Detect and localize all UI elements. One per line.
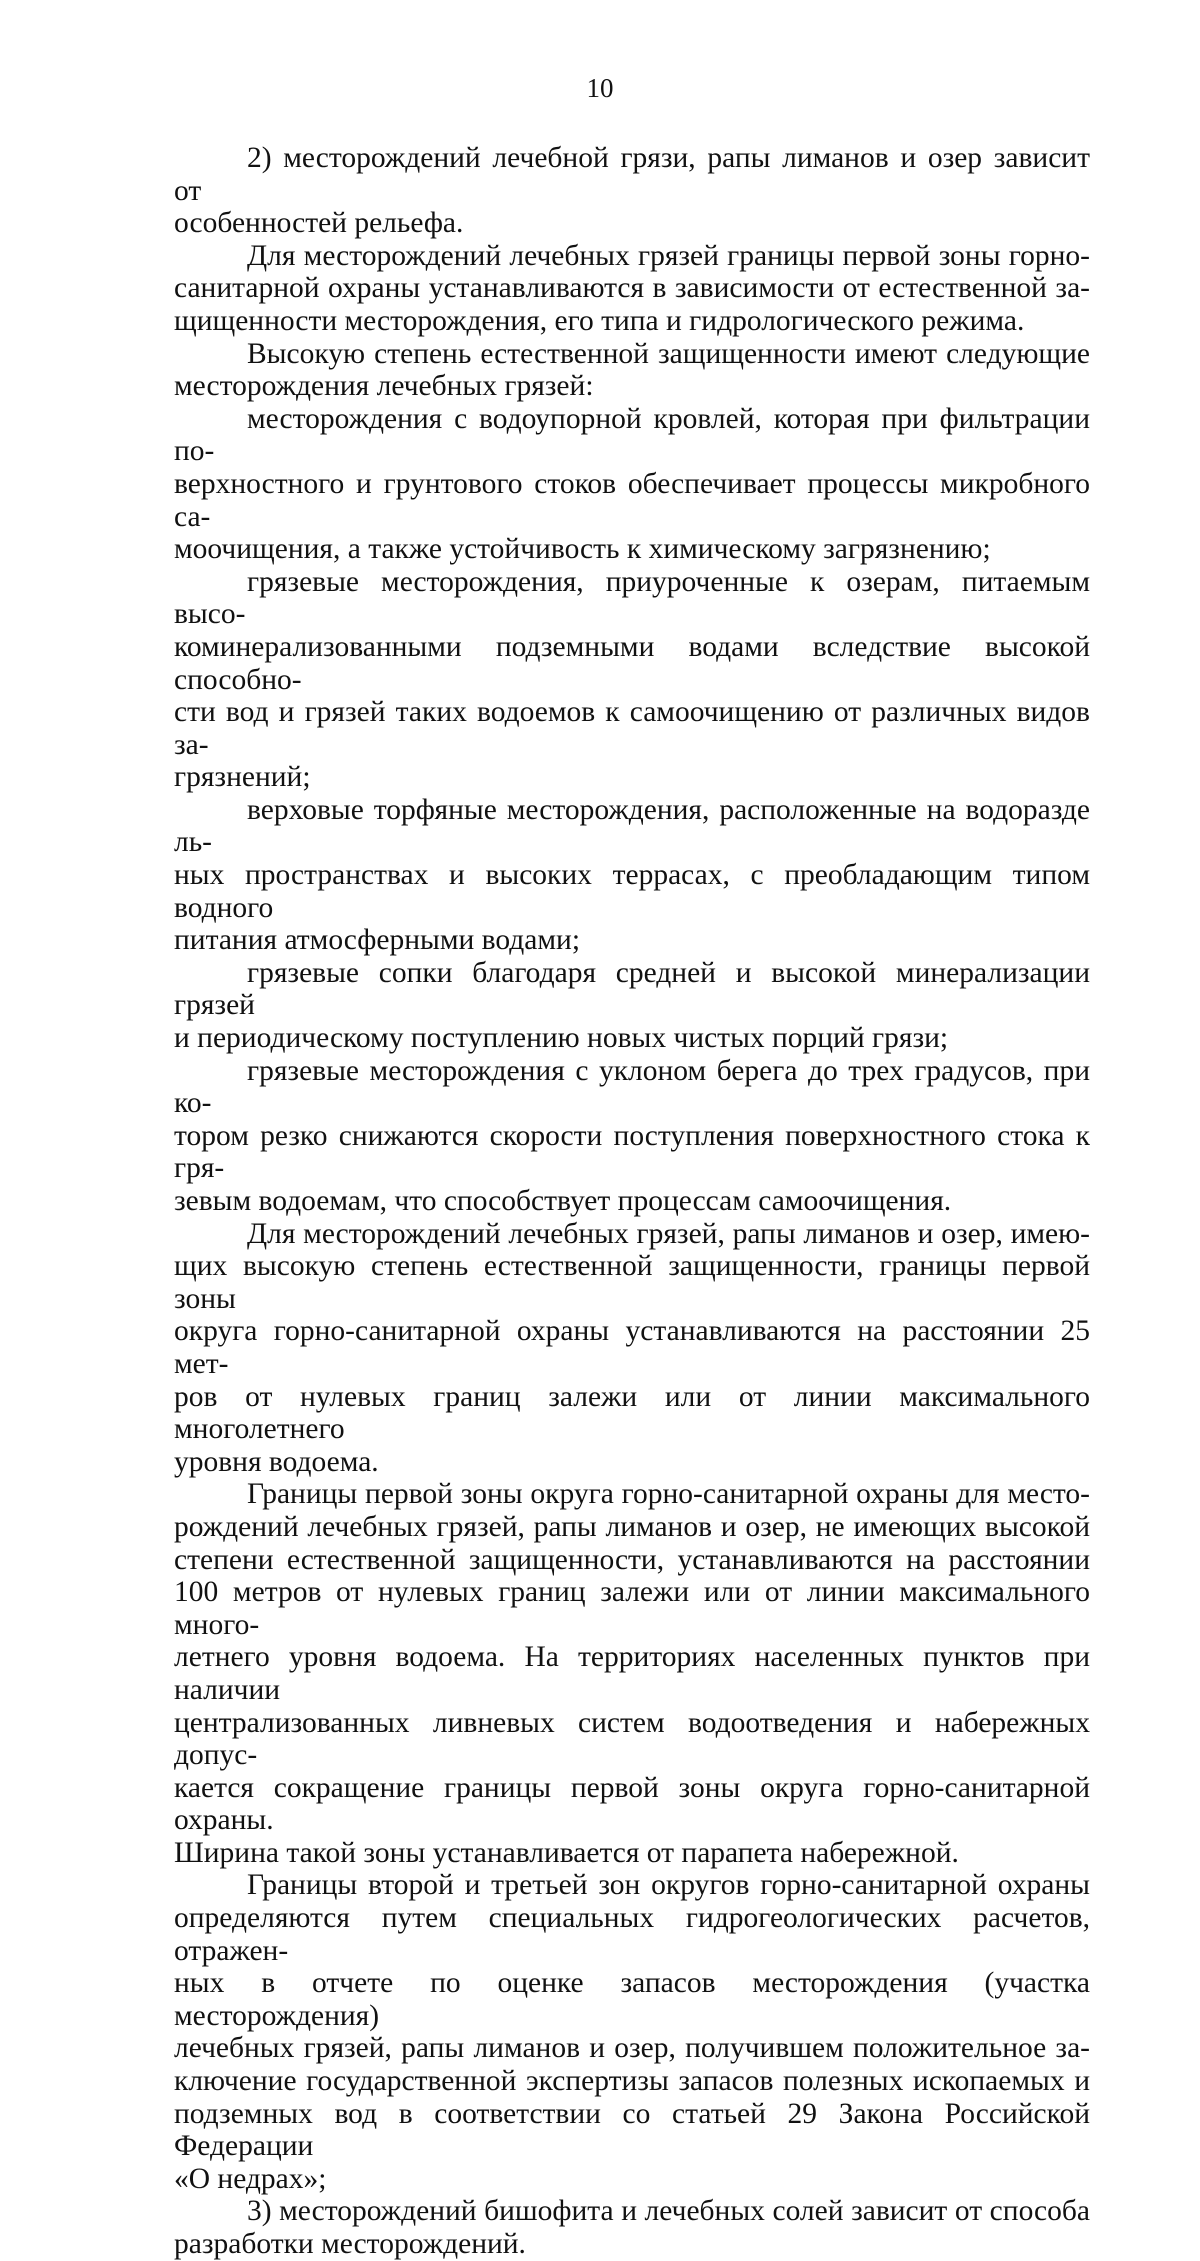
- text-line: Для месторождений лечебных грязей, рапы лиманов и озер, имею-: [247, 1217, 1090, 1250]
- text-line: щищенности месторождения, его типа и гидрологического режима.: [174, 304, 1025, 337]
- paragraph: [174, 794, 1090, 957]
- text-line: питания атмосферными водами;: [174, 924, 581, 957]
- paragraph: [174, 1218, 1090, 1479]
- text-line: сти вод и грязей таких водоемов к самоочищению от различных видов за-: [174, 696, 1090, 761]
- text-line: рождений лечебных грязей, рапы лиманов и озер, не имеющих высокой: [174, 1510, 1090, 1543]
- text-line: подземных вод в соответствии со статьей 29 Закона Российской Федерации: [174, 2097, 1090, 2163]
- text-line: особенностей рельефа.: [174, 207, 464, 240]
- paragraph: [174, 2195, 1090, 2260]
- text-line: уровня водоема.: [174, 1445, 379, 1478]
- text-line: санитарной охраны устанавливаются в зависимости от естественной за-: [174, 272, 1090, 305]
- text-line: ключение государственной экспертизы запасов полезных ископаемых и: [174, 2065, 1090, 2098]
- text-line: Ширина такой зоны устанавливается от парапета набережной.: [174, 1836, 959, 1869]
- text-line: Границы второй и третьей зон округов горно-санитарной охраны: [247, 1869, 1090, 1902]
- paragraph: [174, 142, 1090, 240]
- text-line: месторождения с водоупорной кровлей, которая при фильтрации по-: [174, 402, 1090, 468]
- text-line: 100 метров от нулевых границ залежи или от линии максимального много-: [174, 1576, 1090, 1641]
- text-line: коминерализованными подземными водами вследствие высокой способно-: [174, 630, 1090, 696]
- text-line: ных пространствах и высоких террасах, с преобладающим типом водного: [174, 859, 1090, 924]
- text-line: грязевые месторождения с уклоном берега до трех градусов, при ко-: [174, 1054, 1090, 1120]
- page-number: 10: [586, 73, 614, 103]
- paragraph: [174, 566, 1090, 794]
- paragraph: [174, 338, 1090, 403]
- text-line: централизованных ливневых систем водоотведения и набережных допус-: [174, 1706, 1090, 1772]
- text-line: моочищения, а также устойчивость к химическому загрязнению;: [174, 533, 991, 566]
- text-line: зевым водоемам, что способствует процессам самоочищения.: [174, 1185, 952, 1217]
- text-line: Для месторождений лечебных грязей границы первой зоны горно-: [247, 239, 1090, 272]
- text-line: грязнений;: [174, 761, 311, 794]
- text-line: степени естественной защищенности, устанавливаются на расстоянии: [174, 1543, 1090, 1576]
- text-line: определяются путем специальных гидрогеологических расчетов, отражен-: [174, 1902, 1090, 1967]
- text-line: ных в отчете по оценке запасов месторождения (участка месторождения): [174, 1967, 1090, 2032]
- text-line: щих высокую степень естественной защищенности, границы первой зоны: [174, 1250, 1090, 1315]
- text-line: округа горно-санитарной охраны устанавливаются на расстоянии 25 мет-: [174, 1315, 1090, 1380]
- text-line: Границы первой зоны округа горно-санитарной охраны для место-: [247, 1478, 1090, 1511]
- text-line: месторождения лечебных грязей:: [174, 370, 594, 403]
- text-line: Высокую степень естественной защищенности имеют следующие: [247, 337, 1090, 370]
- paragraph: [174, 1055, 1090, 1218]
- text-line: разработки месторождений.: [174, 2228, 526, 2260]
- text-line: 3) месторождений бишофита и лечебных солей зависит от способа: [247, 2195, 1090, 2228]
- text-line: грязевые сопки благодаря средней и высокой минерализации грязей: [174, 956, 1090, 1022]
- text-line: лечебных грязей, рапы лиманов и озер, получившем положительное за-: [174, 2032, 1090, 2065]
- text-line: тором резко снижаются скорости поступления поверхностного стока к гря-: [174, 1119, 1090, 1185]
- text-line: 2) месторождений лечебной грязи, рапы лиманов и озер зависит от: [174, 142, 1090, 207]
- paragraph: [174, 240, 1090, 338]
- text-line: летнего уровня водоема. На территориях населенных пунктов при наличии: [174, 1641, 1090, 1706]
- paragraph: [174, 403, 1090, 566]
- paragraph: [174, 1478, 1090, 1869]
- paragraph: [174, 1869, 1090, 2195]
- text-line: верхностного и грунтового стоков обеспечивает процессы микробного са-: [174, 467, 1090, 533]
- document-body: [174, 142, 1090, 2261]
- text-line: и периодическому поступлению новых чистых порций грязи;: [174, 1022, 949, 1055]
- paragraph: [174, 957, 1090, 1055]
- text-line: «О недрах»;: [174, 2162, 327, 2195]
- text-line: ров от нулевых границ залежи или от линии максимального многолетнего: [174, 1380, 1090, 1446]
- text-line: верховые торфяные месторождения, расположенные на водоразде ль-: [174, 793, 1090, 859]
- text-line: грязевые месторождения, приуроченные к озерам, питаемым высо-: [174, 565, 1090, 631]
- text-line: кается сокращение границы первой зоны округа горно-санитарной охраны.: [174, 1771, 1090, 1837]
